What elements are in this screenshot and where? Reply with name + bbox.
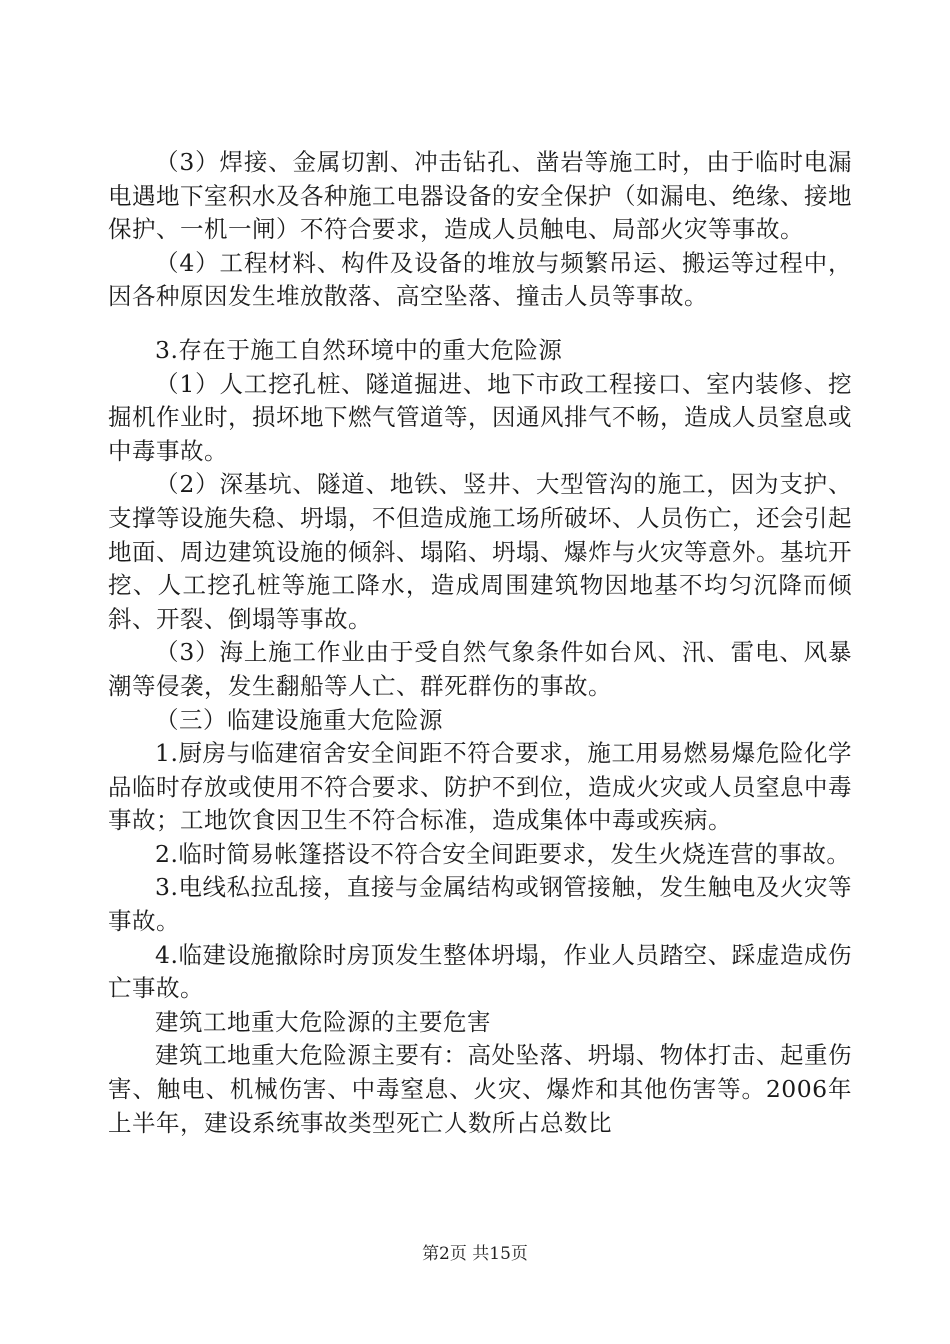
document-body (108, 146, 852, 1140)
paragraph-welding-hazard: （3）焊接、金属切割、冲击钻孔、凿岩等施工时，由于临时电漏电遇地下室积水及各种施工电器设备的安全保护（如漏电、绝缘、接地保护、一机一闸）不符合要求，造成人员触电、局部火灾等事故。 (108, 148, 852, 244)
paragraph-gas-pipeline: （1）人工挖孔桩、隧道掘进、地下市政工程接口、室内装修、挖掘机作业时，损坏地下燃气管道等，因通风排气不畅，造成人员窒息或中毒事故。 (108, 369, 852, 465)
paragraph-deep-foundation: （2）深基坑、隧道、地铁、竖井、大型管沟的施工，因为支护、支撑等设施失稳、坍塌，不但造成施工场所破坏、人员伤亡，还会引起地面、周边建筑设施的倾斜、塌陷、坍塌、爆炸与火灾等意外。基坑开挖、人工挖孔桩等施工降水，造成周围建筑物因地基不均匀沉降而倾斜、开裂、倒塌等事故。 (108, 470, 852, 633)
paragraph-offshore: （3）海上施工作业由于受自然气象条件如台风、汛、雷电、风暴潮等侵袭，发生翻船等人亡、群死群伤的事故。 (108, 638, 852, 700)
section-heading-temporary-facilities: （三）临建设施重大危险源 (155, 705, 443, 734)
page-footer: 第2页 共15页 (422, 1244, 528, 1264)
paragraph-demolition: 4.临建设施撤除时房顶发生整体坍塌，作业人员踏空、踩虚造成伤亡事故。 (108, 940, 852, 1003)
paragraph-wiring: 3.电线私拉乱接，直接与金属结构或钢管接触，发生触电及火灾等事故。 (108, 873, 852, 936)
section-heading-natural-environment: 3.存在于施工自然环境中的重大危险源 (155, 335, 563, 364)
paragraph-tent: 2.临时简易帐篷搭设不符合安全间距要求，发生火烧连营的事故。 (155, 839, 851, 868)
paragraph-material-stacking: （4）工程材料、构件及设备的堆放与频繁吊运、搬运等过程中，因各种原因发生堆放散落、高空坠落、撞击人员等事故。 (108, 248, 852, 311)
section-heading-main-hazards: 建筑工地重大危险源的主要危害 (155, 1007, 491, 1036)
paragraph-gap (108, 314, 852, 334)
paragraph-hazard-summary: 建筑工地重大危险源主要有：高处坠落、坍塌、物体打击、起重伤害、触电、机械伤害、中毒窒息、火灾、爆炸和其他伤害等。2006年上半年，建设系统事故类型死亡人数所占总数比 (108, 1041, 852, 1137)
paragraph-kitchen-dormitory: 1.厨房与临建宿舍安全间距不符合要求，施工用易燃易爆危险化学品临时存放或使用不符合要求、防护不到位，造成火灾或人员窒息中毒事故；工地饮食因卫生不符合标准，造成集体中毒或疾病。 (108, 739, 852, 835)
